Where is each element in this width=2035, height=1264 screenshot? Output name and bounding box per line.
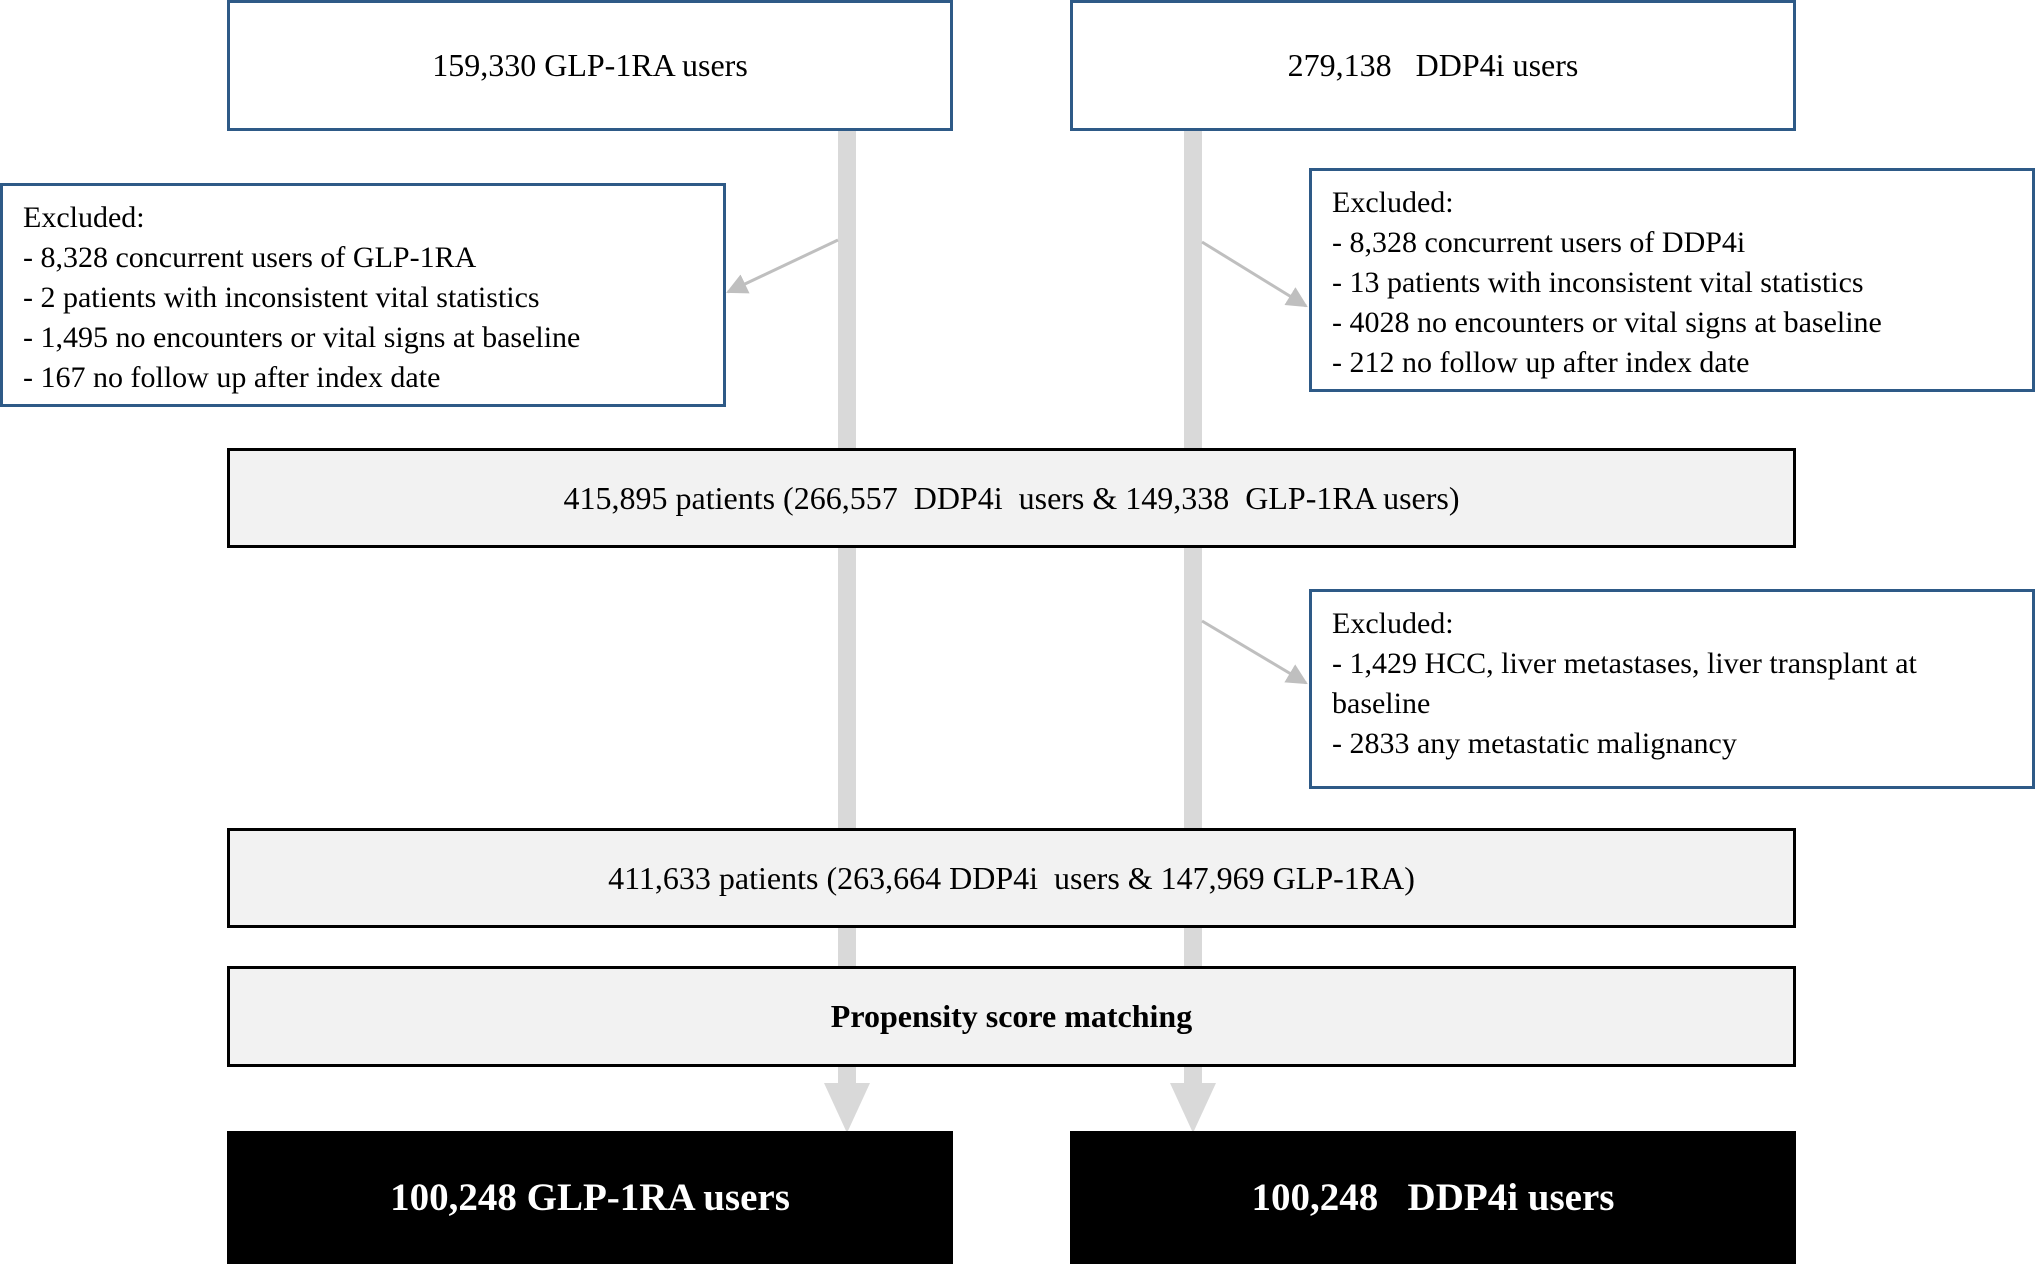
ddp4i-final-label: 100,248 DDP4i users bbox=[1251, 1176, 1615, 1219]
exclusion-title: Excluded: bbox=[23, 201, 145, 234]
right-flow-shaft bbox=[1184, 130, 1202, 1085]
combined-pool-2-box bbox=[227, 828, 1796, 928]
glp1ra-exclusion-pointer bbox=[728, 240, 838, 292]
exclusion-title: Excluded: bbox=[1332, 186, 1454, 219]
combined-pool-2-label: 411,633 patients (263,664 DDP4i users & 147,969 GLP-1RA) bbox=[608, 859, 1415, 896]
ddp4i-initial-box bbox=[1070, 0, 1796, 131]
ddp4i-exclusion-box bbox=[1309, 168, 2035, 392]
right-flow-arrowhead bbox=[1170, 1083, 1216, 1133]
glp1ra-initial-label: 159,330 GLP-1RA users bbox=[432, 47, 748, 83]
combined-exclusion-box bbox=[1309, 589, 2035, 789]
glp1ra-initial-box bbox=[227, 0, 953, 131]
ddp4i-final-box bbox=[1070, 1131, 1796, 1264]
left-flow-shaft bbox=[838, 130, 856, 1085]
ddp4i-initial-label: 279,138 DDP4i users bbox=[1287, 47, 1579, 83]
matching-step-label: Propensity score matching bbox=[830, 998, 1193, 1034]
combined-pool-1-box bbox=[227, 448, 1796, 548]
exclusion-item: - 2833 any metastatic malignancy bbox=[1332, 727, 1737, 760]
exclusion-item: - 1,429 HCC, liver metastases, liver transplant at baseline bbox=[1332, 647, 1917, 720]
exclusion-item: - 1,495 no encounters or vital signs at baseline bbox=[23, 321, 581, 354]
matching-step-box bbox=[227, 966, 1796, 1067]
ddp4i-exclusion-pointer bbox=[1202, 242, 1306, 306]
exclusion-item: - 8,328 concurrent users of DDP4i bbox=[1332, 226, 1746, 259]
exclusion-item: - 8,328 concurrent users of GLP-1RA bbox=[23, 241, 477, 274]
exclusion-item: - 167 no follow up after index date bbox=[23, 361, 441, 394]
glp1ra-final-label: 100,248 GLP-1RA users bbox=[390, 1176, 790, 1219]
glp1ra-final-box bbox=[227, 1131, 953, 1264]
exclusion-item: - 212 no follow up after index date bbox=[1332, 346, 1750, 379]
combined-pool-1-label: 415,895 patients (266,557 DDP4i users & 149,338 GLP-1RA users) bbox=[563, 479, 1460, 516]
exclusion-item: - 13 patients with inconsistent vital statistics bbox=[1332, 266, 1864, 299]
exclusion-item: - 4028 no encounters or vital signs at baseline bbox=[1332, 306, 1882, 339]
exclusion-item: - 2 patients with inconsistent vital statistics bbox=[23, 281, 540, 314]
combined-exclusion-pointer bbox=[1202, 621, 1306, 683]
glp1ra-exclusion-box bbox=[0, 183, 726, 407]
exclusion-title: Excluded: bbox=[1332, 607, 1454, 640]
left-flow-arrowhead bbox=[824, 1083, 870, 1133]
